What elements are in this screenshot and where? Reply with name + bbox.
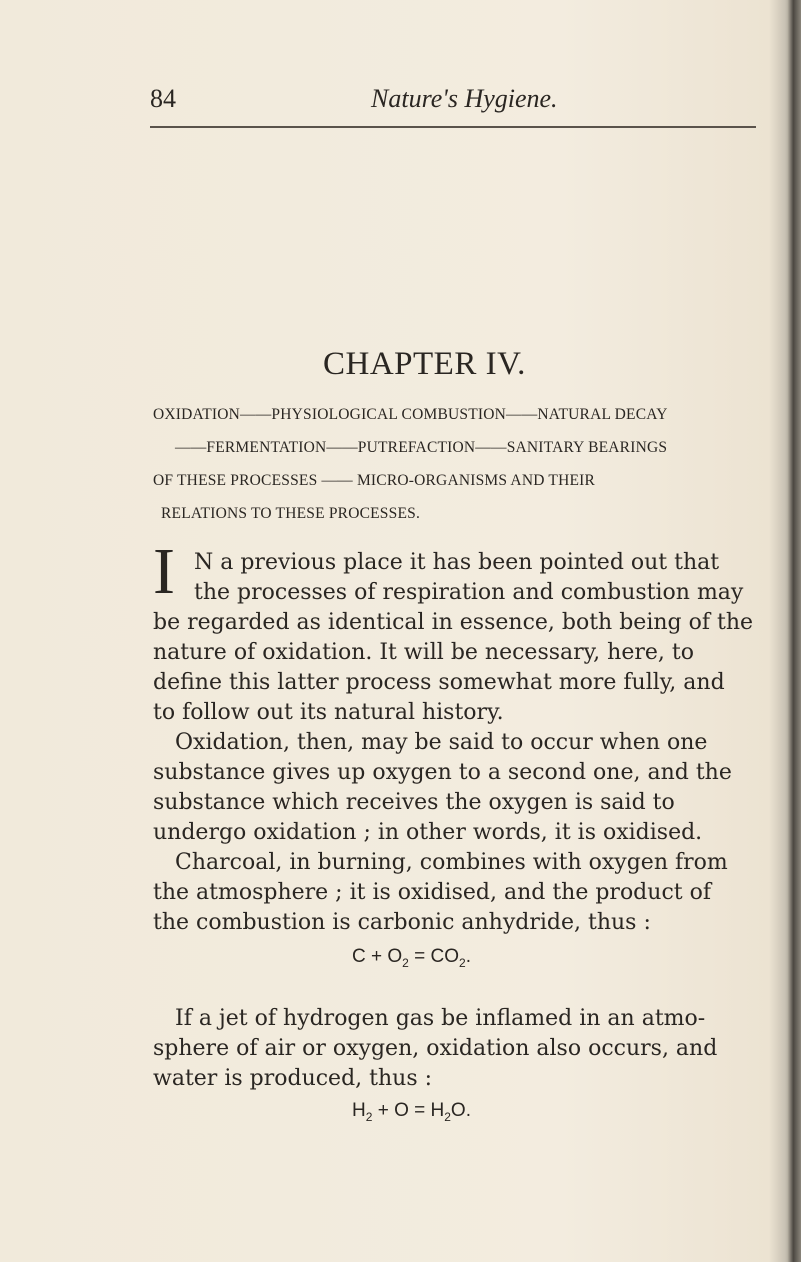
text-line: the processes of respiration and combustion may xyxy=(194,580,744,605)
text-line: nature of oxidation. It will be necessary, here, to xyxy=(153,640,694,665)
text-line: substance which receives the oxygen is said to xyxy=(153,790,675,815)
paragraph-3 xyxy=(153,848,793,938)
text-line: define this latter process somewhat more fully, and xyxy=(153,670,725,695)
text-line: to follow out its natural history. xyxy=(153,700,504,725)
page-number: 84 xyxy=(150,84,176,113)
chapter-summary xyxy=(153,398,781,530)
text-line: sphere of air or oxygen, oxidation also occurs, and xyxy=(153,1036,718,1061)
summary-line: RELATIONS TO THESE PROCESSES. xyxy=(161,505,421,522)
formula-carbon xyxy=(352,946,471,970)
formula-part: + O = H xyxy=(372,1100,445,1121)
text-line: Oxidation, then, may be said to occur when one xyxy=(175,730,708,755)
text-line: the combustion is carbonic anhydride, thus : xyxy=(153,910,651,935)
paragraph-1 xyxy=(153,548,793,728)
formula-part: . xyxy=(465,946,471,967)
text-line: N a previous place it has been pointed out that xyxy=(194,550,720,575)
paragraph-2 xyxy=(153,728,793,848)
formula-part: H xyxy=(352,1100,366,1121)
paragraph-4 xyxy=(153,1004,793,1094)
summary-line: OXIDATION——PHYSIOLOGICAL COMBUSTION——NATURAL DECAY xyxy=(153,406,668,423)
formula-subscript: 2 xyxy=(459,955,466,970)
text-line: undergo oxidation ; in other words, it is oxidised. xyxy=(153,820,703,845)
drop-cap: I xyxy=(153,535,175,608)
formula-subscript: 2 xyxy=(444,1109,451,1124)
text-line: the atmosphere ; it is oxidised, and the product of xyxy=(153,880,711,905)
summary-line: ——FERMENTATION——PUTREFACTION——SANITARY BEARINGS xyxy=(175,439,668,456)
formula-water xyxy=(352,1100,471,1124)
running-title: Nature's Hygiene. xyxy=(371,84,558,113)
text-line: water is produced, thus : xyxy=(153,1066,433,1091)
formula-subscript: 2 xyxy=(365,1109,373,1124)
formula-part: = CO xyxy=(408,946,459,967)
text-line: Charcoal, in burning, combines with oxygen from xyxy=(175,850,728,875)
formula-part: O. xyxy=(450,1100,471,1121)
text-line: If a jet of hydrogen gas be inflamed in an atmo- xyxy=(175,1006,706,1031)
header-rule xyxy=(150,126,756,128)
text-line: substance gives up oxygen to a second one, and the xyxy=(153,760,732,785)
formula-subscript: 2 xyxy=(402,955,409,970)
chapter-title: CHAPTER IV. xyxy=(323,346,526,382)
text-line: be regarded as identical in essence, both being of the xyxy=(153,610,754,635)
formula-part: C + O xyxy=(352,946,403,967)
summary-line: OF THESE PROCESSES —— MICRO-ORGANISMS AND THEIR xyxy=(153,472,596,489)
